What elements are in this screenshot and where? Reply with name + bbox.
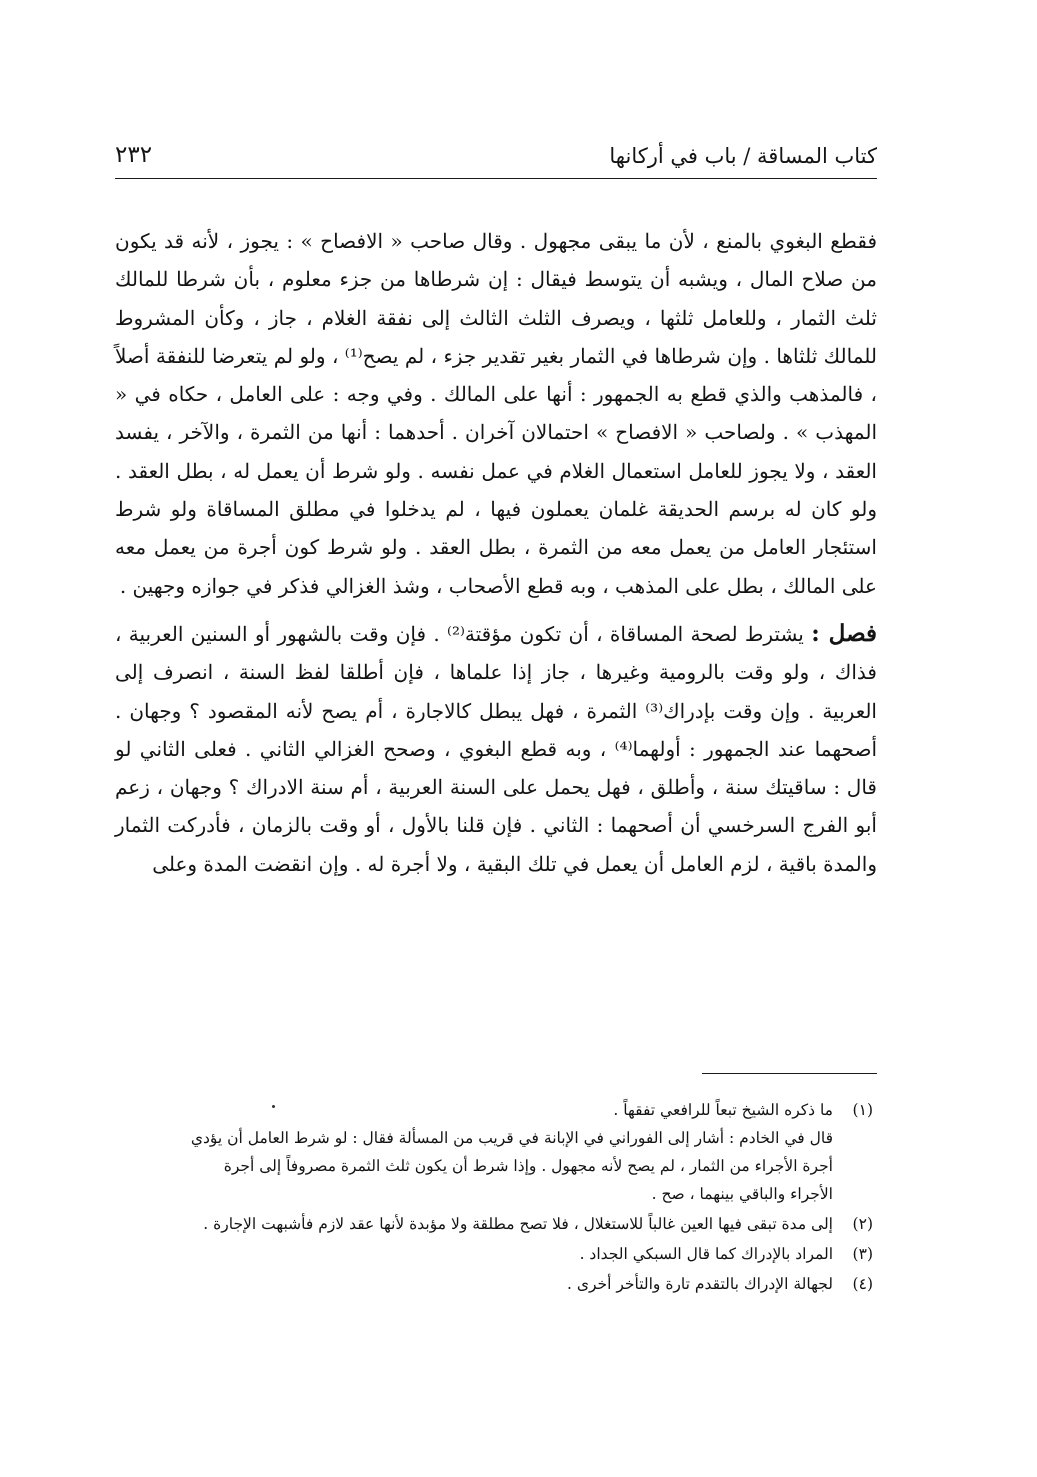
- paragraph-continuation: فقطع البغوي بالمنع ، لأن ما يبقى مجهول . وقال صاحب « الافصاح » : يجوز ، لأنه قد يكون من صلاح المال ، ويشبه أن يتوسط فيقال : إن شرطاها من جزء معلوم ، بأن شرطا للمالك ثلث الثمار ، وللعامل ثلثها ، ويصرف الثلث الثالث إلى نفقة الغلام ، جاز ، وكأن المشروط للمالك ثلثاها . وإن شرطاها في الثمار بغير تقدير جزء ، لم يصح⁽¹⁾ ، ولو لم يتعرضا للنفقة أصلاً ، فالمذهب والذي قطع به الجمهور : أنها على المالك . وفي وجه : على العامل ، حكاه في « المهذب » . ولصاحب « الافصاح » احتمالان آخران . أحدهما : أنها من الثمرة ، والآخر ، يفسد العقد ، ولا يجوز للعامل استعمال الغلام في عمل نفسه . ولو شرط أن يعمل له ، بطل العقد . ولو كان له برسم الحديقة غلمان يعملون فيها ، لم يدخلوا في مطلق المساقاة ولو شرط استئجار العامل من يعمل معه من الثمرة ، بطل العقد . ولو شرط كون أجرة من يعمل معه على المالك ، بطل على المذهب ، وبه قطع الأصحاب ، وشذ الغزالي فذكر في جوازه وجهين .: [115, 229, 878, 598]
- footnote-line: لجهالة الإدراك بالتقدم تارة والتأخر أخرى .: [566, 1275, 833, 1293]
- footnote-line: المراد بالإدراك كما قال السبكي الجداد .: [579, 1245, 833, 1263]
- footnote-number: (٣): [852, 1245, 873, 1263]
- running-header: [115, 140, 877, 179]
- footnote-line: قال في الخادم : أشار إلى الفوراني في الإبانة في قريب من المسألة فقال : لو شرط العامل أن يؤدي: [190, 1129, 833, 1147]
- footnote-number: (١): [852, 1101, 873, 1119]
- footnote-4: [115, 1270, 877, 1298]
- section-text: يشترط لصحة المساقاة ، أن تكون مؤقتة⁽²⁾ . فإن وقت بالشهور أو السنين العربية ، فذاك ، ولو وقت بالرومية وغيرها ، جاز إذا علماها ، فإن أطلقا لفظ السنة ، انصرف إلى العربية . وإن وقت بإدراك⁽³⁾ الثمرة ، فهل يبطل كالاجارة ، أم يصح لأنه المقصود ؟ وجهان . أصحهما عند الجمهور : أولهما⁽⁴⁾ ، وبه قطع البغوي ، وصحح الغزالي الثاني . فعلى الثاني لو قال : ساقيتك سنة ، وأطلق ، فهل يحمل على السنة العربية ، أم سنة الادراك ؟ وجهان ، زعم أبو الفرج السرخسي أن أصحهما : الثاني . فإن قلنا بالأول ، أو وقت بالزمان ، فأدركت الثمار والمدة باقية ، لزم العامل أن يعمل في تلك البقية ، ولا أجرة له . وإن انقضت المدة وعلى: [115, 621, 878, 876]
- footnote-line: ما ذكره الشيخ تبعاً للرافعي تفقهاً .: [613, 1101, 833, 1119]
- footnote-line: الأجراء والباقي بينهما ، صح .: [651, 1185, 833, 1203]
- running-title: كتاب المساقة / باب في أركانها: [609, 144, 877, 168]
- footnote-divider: [702, 1073, 877, 1074]
- footnote-number: (٤): [852, 1275, 873, 1293]
- section-heading: فصل :: [811, 619, 878, 647]
- footnote-number: (٢): [852, 1215, 873, 1233]
- footnotes: [115, 1096, 877, 1300]
- footnote-line: إلى مدة تبقى فيها العين غالباً للاستغلال ، فلا تصح مطلقة ولا مؤبدة لأنها عقد لازم فأشبهت الإجارة .: [203, 1215, 833, 1233]
- footnote-2: [115, 1210, 877, 1238]
- footnote-3: [115, 1240, 877, 1268]
- section-paragraph: [115, 615, 877, 883]
- footnote-line: أجرة الأجراء من الثمار ، لم يصح لأنه مجهول . وإذا شرط أن يكون ثلث الثمرة مصروفاً إلى أجرة: [223, 1157, 833, 1175]
- main-text: [115, 222, 877, 883]
- page-number: ٢٣٢: [115, 142, 153, 168]
- footnote-1: [115, 1096, 877, 1208]
